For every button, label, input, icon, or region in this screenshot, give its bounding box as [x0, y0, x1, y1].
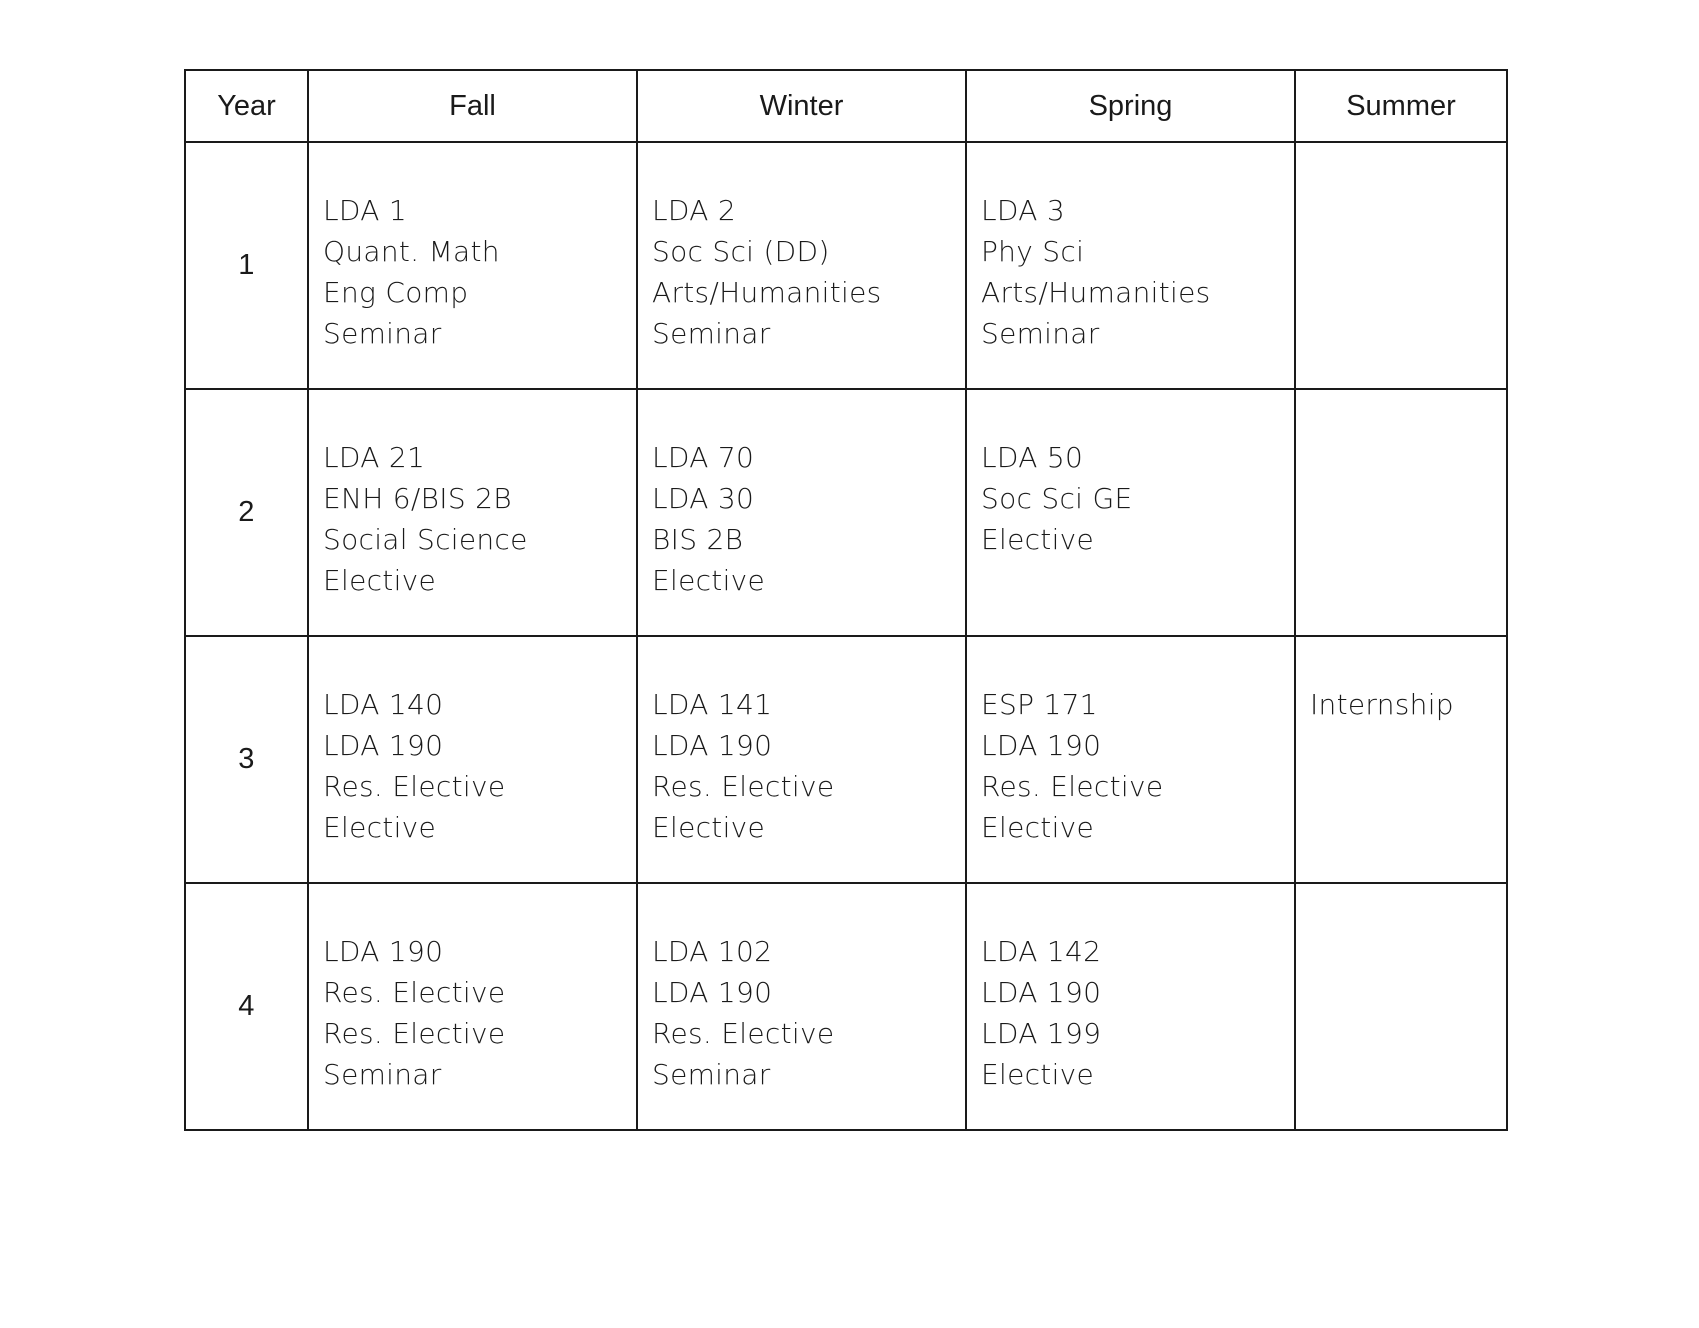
table-body — [185, 142, 1507, 1130]
course-item: Res. Elective — [652, 1017, 835, 1050]
course-item: LDA 3 — [981, 194, 1066, 227]
table-row — [185, 142, 1507, 389]
course-item: Seminar — [652, 317, 771, 350]
course-item: Elective — [981, 811, 1095, 844]
course-item: Res. Elective — [323, 1017, 506, 1050]
year-cell: 4 — [185, 883, 308, 1130]
spring-cell — [966, 389, 1295, 636]
course-item: Res. Elective — [652, 770, 835, 803]
fall-cell — [308, 142, 637, 389]
course-item: LDA 21 — [323, 441, 426, 474]
course-item: ENH 6/BIS 2B — [323, 482, 512, 515]
course-item: Elective — [652, 564, 766, 597]
course-item: Seminar — [981, 317, 1100, 350]
fall-cell — [308, 883, 637, 1130]
course-item: Arts/Humanities — [981, 276, 1211, 309]
course-item: LDA 140 — [323, 688, 444, 721]
course-item: Seminar — [323, 317, 442, 350]
course-item: LDA 102 — [652, 935, 773, 968]
course-item: LDA 30 — [652, 482, 755, 515]
course-item: LDA 199 — [981, 1017, 1102, 1050]
fall-cell — [308, 389, 637, 636]
spring-cell — [966, 883, 1295, 1130]
header-year: Year — [185, 70, 308, 142]
course-item: ESP 171 — [981, 688, 1098, 721]
course-item: LDA 141 — [652, 688, 773, 721]
course-item: Quant. Math — [323, 235, 500, 268]
course-item: LDA 50 — [981, 441, 1084, 474]
course-item: LDA 190 — [981, 729, 1102, 762]
year-cell: 2 — [185, 389, 308, 636]
course-item: Internship — [1310, 688, 1454, 721]
course-item: Soc Sci GE — [981, 482, 1133, 515]
header-summer: Summer — [1295, 70, 1507, 142]
course-item: Elective — [652, 811, 766, 844]
header-fall: Fall — [308, 70, 637, 142]
header-row — [185, 70, 1507, 142]
summer-cell — [1295, 389, 1507, 636]
course-item: LDA 2 — [652, 194, 737, 227]
header-spring: Spring — [966, 70, 1295, 142]
course-item: LDA 190 — [323, 935, 444, 968]
course-item: Res. Elective — [981, 770, 1164, 803]
course-schedule-table — [184, 69, 1508, 1131]
course-item: Phy Sci — [981, 235, 1085, 268]
year-cell: 3 — [185, 636, 308, 883]
table-row — [185, 883, 1507, 1130]
fall-cell — [308, 636, 637, 883]
course-item: Seminar — [323, 1058, 442, 1091]
course-item: Eng Comp — [323, 276, 469, 309]
course-item: BIS 2B — [652, 523, 744, 556]
winter-cell — [637, 636, 966, 883]
summer-cell — [1295, 636, 1507, 883]
winter-cell — [637, 883, 966, 1130]
year-cell: 1 — [185, 142, 308, 389]
summer-cell — [1295, 883, 1507, 1130]
course-item: Res. Elective — [323, 976, 506, 1009]
winter-cell — [637, 142, 966, 389]
course-item: Elective — [981, 523, 1095, 556]
table-row — [185, 389, 1507, 636]
spring-cell — [966, 142, 1295, 389]
course-item: LDA 190 — [981, 976, 1102, 1009]
course-item: Arts/Humanities — [652, 276, 882, 309]
course-item: Elective — [981, 1058, 1095, 1091]
course-item: LDA 1 — [323, 194, 408, 227]
header-winter: Winter — [637, 70, 966, 142]
spring-cell — [966, 636, 1295, 883]
course-item: LDA 190 — [323, 729, 444, 762]
course-item: LDA 190 — [652, 729, 773, 762]
course-item: Soc Sci (DD) — [652, 235, 830, 268]
course-item: Elective — [323, 811, 437, 844]
course-item: Social Science — [323, 523, 528, 556]
table-row — [185, 636, 1507, 883]
course-item: LDA 142 — [981, 935, 1102, 968]
course-item: Res. Elective — [323, 770, 506, 803]
course-item: LDA 70 — [652, 441, 755, 474]
summer-cell — [1295, 142, 1507, 389]
course-item: Seminar — [652, 1058, 771, 1091]
course-item: LDA 190 — [652, 976, 773, 1009]
winter-cell — [637, 389, 966, 636]
table-header — [185, 70, 1507, 142]
course-item: Elective — [323, 564, 437, 597]
